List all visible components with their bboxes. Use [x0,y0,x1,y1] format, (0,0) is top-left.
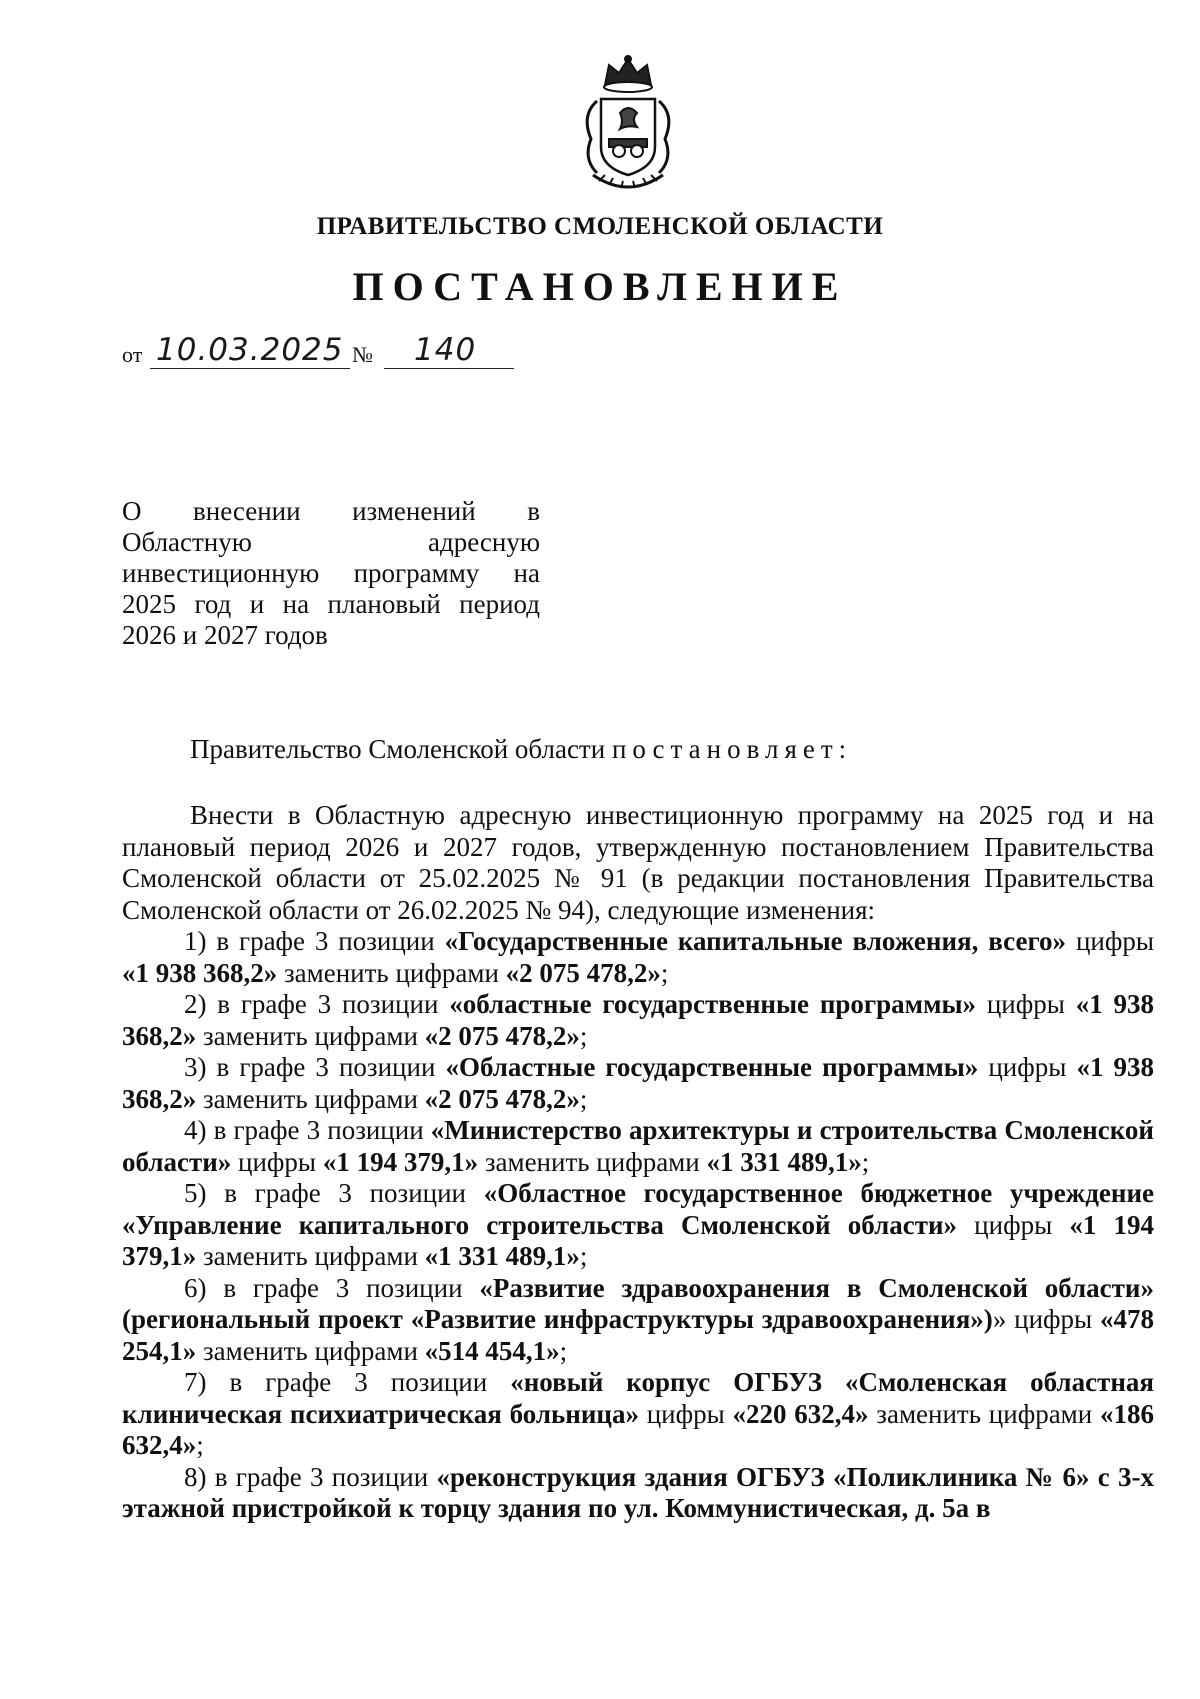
item-replace: заменить цифрами [196,1335,425,1366]
lead-paragraph: Правительство Смоленской области постановляет: [190,734,853,764]
item-mid: цифры [231,1146,323,1177]
item-mid: цифры [638,1398,733,1429]
document-subject [122,496,540,651]
amendments-list [122,926,1154,1525]
amendment-item [122,926,1154,989]
old-value: «478 254,1» [122,1304,1154,1366]
item-prefix: 8) в графе 3 позиции [184,1461,437,1492]
new-value: «1 331 489,1» [424,1241,580,1271]
item-prefix: 1) в графе 3 позиции [184,926,445,956]
item-prefix: 6) в графе 3 позиции [184,1272,480,1303]
old-value: «1 938 368,2» [122,957,278,988]
item-prefix: 2) в графе 3 позиции [184,989,450,1019]
new-value: «2 075 478,2» [424,1083,580,1114]
item-replace: заменить цифрами [196,1241,425,1271]
item-suffix: ; [660,957,669,988]
item-position: «Министерство архитектуры и строительства Смоленской области» [122,1115,1154,1177]
date-handwritten: 10.03.2025 [156,332,344,368]
coat-of-arms-icon [575,55,681,195]
item-mid: » цифры [992,1304,1100,1334]
item-replace: заменить цифрами [868,1398,1100,1429]
number-handwritten: 140 [414,332,477,368]
subject-line: О внесении изменений в [122,496,540,526]
item-suffix: ; [196,1430,204,1460]
subject-line: 2025 год и на плановый период [122,589,540,619]
resolution-body [122,800,1154,1525]
new-value: «514 454,1» [424,1335,560,1366]
government-title: ПРАВИТЕЛЬСТВО СМОЛЕНСКОЙ ОБЛАСТИ [316,213,884,240]
subject-line: Областную адресную [122,527,540,557]
item-prefix: 7) в графе 3 позиции [184,1367,511,1397]
new-value: «2 075 478,2» [424,1020,580,1051]
number-label: № [352,342,373,367]
old-value: «1 938 368,2» [122,989,1154,1051]
amendment-item [122,989,1154,1052]
item-mid: цифры [976,989,1076,1019]
new-value: «2 075 478,2» [505,957,661,988]
item-position: «Областные государственные программы» [445,1052,979,1082]
amendment-item [122,1052,1154,1115]
amendment-item [122,1367,1154,1462]
item-suffix: ; [861,1146,870,1177]
old-value: «1 938 368,2» [122,1052,1154,1114]
old-value: «220 632,4» [732,1398,869,1429]
number-underline [384,368,514,369]
old-value: «1 194 379,1» [122,1209,1154,1271]
new-value: «186 632,4» [122,1398,1154,1460]
item-suffix: ; [579,1020,588,1051]
resolves-word: постановляет: [611,734,853,764]
item-replace: заменить цифрами [196,1083,425,1114]
item-position: «Государственные капитальные вложения, всего» [444,926,1067,956]
old-value: «1 194 379,1» [322,1146,479,1177]
subject-line: инвестиционную программу на [122,558,540,588]
item-prefix: 4) в графе 3 позиции [184,1115,431,1145]
amendment-item [122,1178,1154,1273]
item-position: «Развитие здравоохранения в Смоленской области» (региональный проект «Развитие инфраструктуры здравоохранения») [122,1272,1154,1334]
item-mid: цифры [957,1209,1070,1240]
intro-paragraph: Внести в Областную адресную инвестиционную программу на 2025 год и на плановый период 2026 и 2027 годов, утвержденную постановлением Правительства Смоленской области от 25.02.2025 № 91 (в редакции постановления Правительства Смоленской области от 26.02.2025 № 94), следующие изменения: [122,800,1154,925]
date-label: от [122,342,143,367]
document-type-title: ПОСТАНОВЛЕНИЕ [352,264,848,309]
item-suffix: ; [579,1083,588,1114]
item-replace: заменить цифрами [277,957,506,988]
subject-line: 2026 и 2027 годов [122,620,328,650]
item-replace: заменить цифрами [196,1020,425,1051]
coat-of-arms-drawing [575,55,681,195]
item-prefix: 3) в графе 3 позиции [184,1052,446,1082]
new-value: «1 331 489,1» [706,1146,862,1177]
item-replace: заменить цифрами [478,1146,707,1177]
item-mid: цифры [978,1052,1077,1082]
amendment-item [122,1273,1154,1368]
item-suffix: ; [559,1335,568,1366]
item-mid: цифры [1066,926,1154,956]
item-suffix: ; [579,1241,588,1271]
item-position: «Областное государственное бюджетное учреждение «Управление капитального строительства Смоленской области» [122,1178,1154,1240]
amendment-item [122,1115,1154,1178]
item-position: «новый корпус ОГБУЗ «Смоленская областная клиническая психиатрическая больница» [122,1367,1154,1429]
date-underline [150,368,350,369]
item-position: «реконструкция здания ОГБУЗ «Поликлиника № 6» с 3-х этажной пристройкой к торцу здания по ул. Коммунистическая, д. 5а в [122,1461,1154,1523]
amendment-item [122,1462,1154,1525]
item-position: «областные государственные программы» [449,989,977,1019]
resolution-lead [122,734,1154,766]
item-prefix: 5) в графе 3 позиции [184,1178,484,1208]
